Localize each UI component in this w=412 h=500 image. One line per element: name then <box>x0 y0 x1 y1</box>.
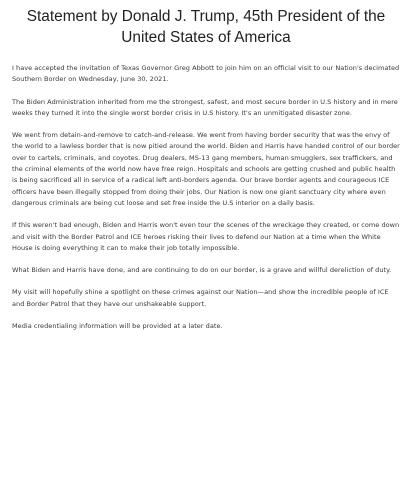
paragraph-dereliction: What Biden and Harris have done, and are continuing to do on our border, is a grave and willful dereliction of duty. <box>12 266 392 275</box>
paragraph-spotlight: My visit will hopefully shine a spotlight on these crimes against our Nation—and show the incredible people of ICE and Border Patrol that they have our unshakeable support. <box>12 288 389 308</box>
paragraph-invitation: I have accepted the invitation of Texas Governor Greg Abbott to join him on an official visit to our Nation's decimated Southern Border on Wednesday, June 30, 2021. <box>12 64 400 84</box>
statement-title: Statement by Donald J. Trump, 45th President of the United States of America <box>26 8 386 46</box>
paragraph-catch-and-release: We went from detain-and-remove to catch-and-release. We went from having border security that was the envy of the world to a lawless border that is now pitied around the world. Biden and Harris have handed control of our border over to cartels, criminals, and coyotes. Drug dealers, MS-13 gang members, human smugglers, sex traffickers, and the criminal elements of the world now have free reign. Hospitals and schools are getting crushed and public health is being sacrificed all in service of a radical left anti-borders agenda. Our brave border agents and courageous ICE officers have been illegally stopped from doing their jobs. Our Nation is now one giant sanctuary city where even dangerous criminals are being cut loose and set free inside the U.S interior on a daily basis. <box>12 131 400 207</box>
paragraph-tour-wreckage: If this weren't bad enough, Biden and Harris won't even tour the scenes of the wreckage they created, or come down and visit with the Border Patrol and ICE heroes risking their lives to defend our Nation at a time when the White House is doing everything it can to make their job totally impossible. <box>12 221 400 252</box>
paragraph-media-credentialing: Media credentialing information will be provided at a later date. <box>12 322 223 331</box>
paragraph-inherited-border: The Biden Administration inherited from me the strongest, safest, and most secure border in U.S history and in mere weeks they turned it into the single worst border crisis in U.S history. It's an unmitigated disaster zone. <box>12 97 398 117</box>
